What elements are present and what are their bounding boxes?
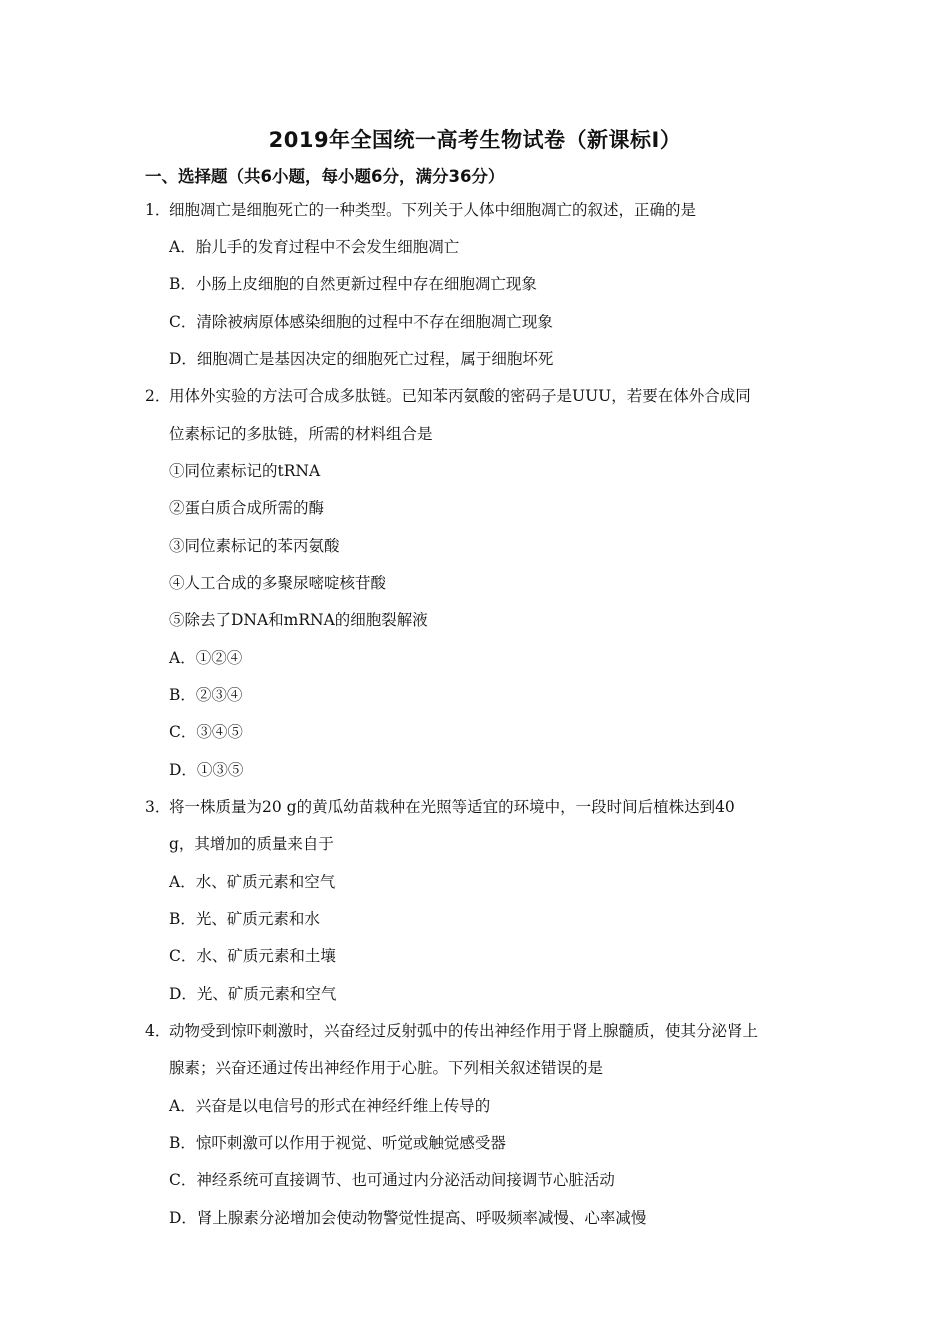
- option-a: A．胎儿手的发育过程中不会发生细胞凋亡: [169, 238, 460, 256]
- option-d: D．①③⑤: [169, 761, 244, 779]
- material-item: ④人工合成的多聚尿嘧啶核苷酸: [169, 574, 387, 592]
- option-a: A．水、矿质元素和空气: [169, 873, 336, 891]
- material-item: ⑤除去了DNA和mRNA的细胞裂解液: [169, 611, 428, 629]
- question-stem: 用体外实验的方法可合成多肽链。已知苯丙氨酸的密码子是UUU，若要在体外合成同: [169, 387, 751, 405]
- option-b: B．小肠上皮细胞的自然更新过程中存在细胞凋亡现象: [169, 275, 537, 293]
- option-d: D．肾上腺素分泌增加会使动物警觉性提高、呼吸频率减慢、心率减慢: [169, 1209, 647, 1227]
- option-b: B．惊吓刺激可以作用于视觉、听觉或触觉感受器: [169, 1134, 506, 1152]
- question-number: 4．: [145, 1022, 171, 1040]
- question-stem: 动物受到惊吓刺激时，兴奋经过反射弧中的传出神经作用于肾上腺髓质，使其分泌肾上: [169, 1022, 759, 1040]
- section-heading: 一、选择题（共6小题，每小题6分，满分36分）: [145, 167, 505, 186]
- material-item: ①同位素标记的tRNA: [169, 462, 321, 480]
- question-stem: 将一株质量为20 g的黄瓜幼苗栽种在光照等适宜的环境中，一段时间后植株达到40: [169, 798, 735, 816]
- material-item: ②蛋白质合成所需的酶: [169, 499, 325, 517]
- option-c: C．③④⑤: [169, 723, 243, 741]
- option-c: C．神经系统可直接调节、也可通过内分泌活动间接调节心脏活动: [169, 1171, 615, 1189]
- option-a: A．①②④: [169, 649, 243, 667]
- question-stem-cont: g，其增加的质量来自于: [169, 835, 334, 853]
- question-number: 3．: [145, 798, 171, 816]
- question-stem-cont: 位素标记的多肽链，所需的材料组合是: [169, 425, 433, 443]
- option-a: A．兴奋是以电信号的形式在神经纤维上传导的: [169, 1097, 491, 1115]
- question-number: 1．: [145, 201, 171, 219]
- question-number: 2．: [145, 387, 171, 405]
- option-b: B．光、矿质元素和水: [169, 910, 320, 928]
- option-b: B．②③④: [169, 686, 243, 704]
- material-item: ③同位素标记的苯丙氨酸: [169, 537, 340, 555]
- option-c: C．水、矿质元素和土壤: [169, 947, 336, 965]
- option-d: D．光、矿质元素和空气: [169, 985, 337, 1003]
- question-stem: 细胞凋亡是细胞死亡的一种类型。下列关于人体中细胞凋亡的叙述，正确的是: [169, 201, 697, 219]
- page-title: 2019年全国统一高考生物试卷（新课标Ⅰ）: [268, 128, 682, 152]
- option-c: C．清除被病原体感染细胞的过程中不存在细胞凋亡现象: [169, 313, 553, 331]
- option-d: D．细胞凋亡是基因决定的细胞死亡过程，属于细胞坏死: [169, 350, 554, 368]
- question-stem-cont: 腺素；兴奋还通过传出神经作用于心脏。下列相关叙述错误的是: [169, 1059, 604, 1077]
